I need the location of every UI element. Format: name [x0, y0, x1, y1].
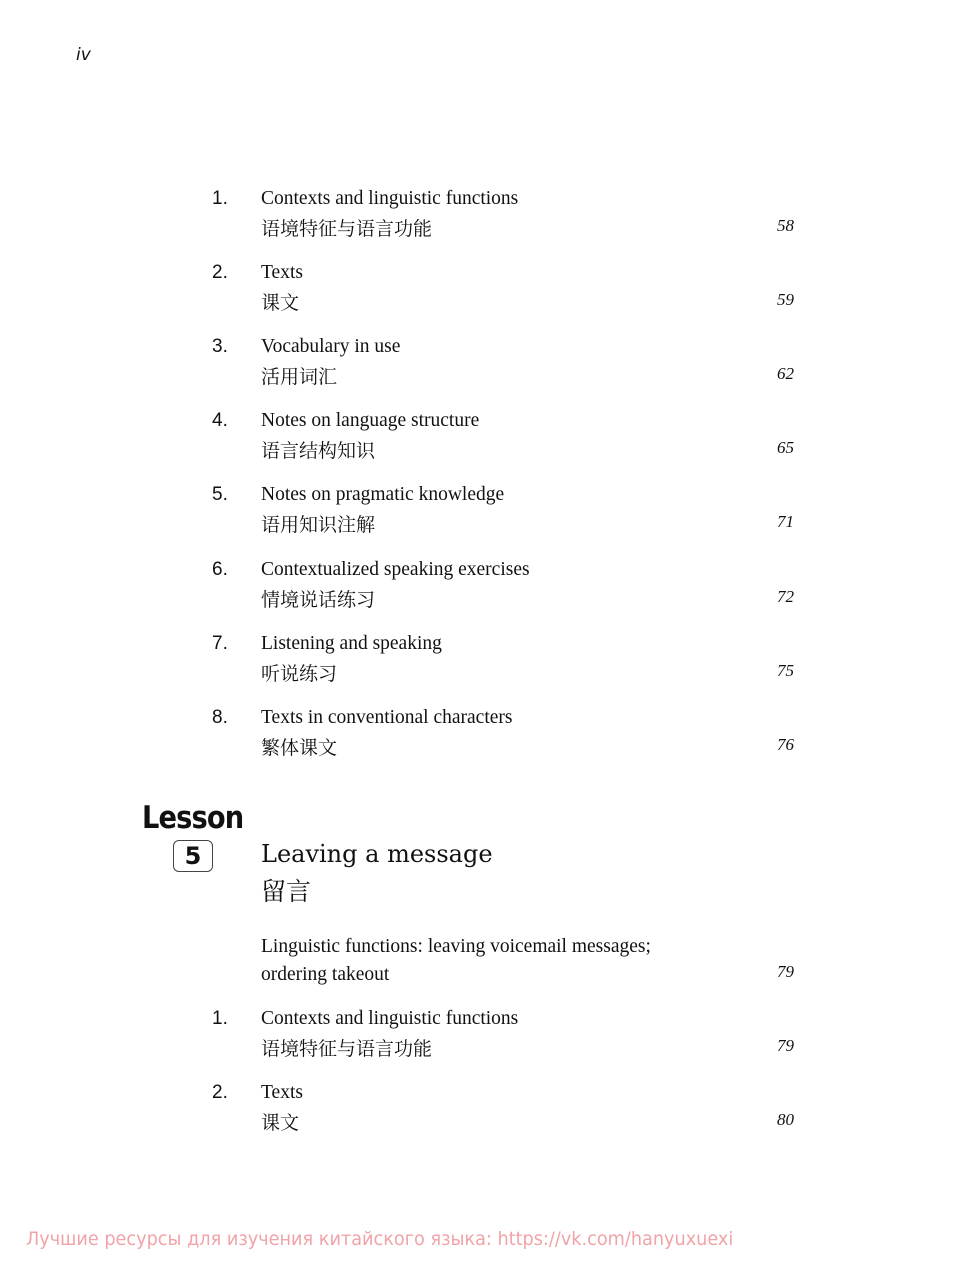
linguistic-functions[interactable]	[261, 933, 801, 989]
entry-page: 62	[777, 364, 794, 383]
entry-number: 1.	[212, 1008, 228, 1029]
entry-title-zh: 繁体课文	[261, 737, 338, 759]
entry-title-en: Notes on pragmatic knowledge	[261, 484, 505, 505]
toc-entry[interactable]	[0, 559, 960, 619]
entry-number: 1.	[212, 188, 228, 209]
entry-title-en: Vocabulary in use	[261, 336, 401, 357]
entry-title-en: Texts	[261, 1082, 303, 1103]
lesson-number-badge: 5	[173, 840, 213, 872]
lesson-title-zh: 留言	[261, 877, 312, 906]
entry-title-en: Contexts and linguistic functions	[261, 1008, 519, 1029]
entry-title-en: Texts	[261, 262, 303, 283]
entry-title-en: Notes on language structure	[261, 410, 480, 431]
entry-page: 65	[777, 438, 794, 457]
entry-page: 80	[777, 1110, 794, 1129]
entry-number: 3.	[212, 336, 228, 357]
entry-number: 7.	[212, 633, 228, 654]
entry-page: 79	[777, 1036, 794, 1055]
entry-page: 71	[777, 512, 794, 531]
entry-number: 6.	[212, 559, 228, 580]
entry-title-zh: 听说练习	[261, 663, 338, 685]
entry-number: 5.	[212, 484, 228, 505]
entry-number: 4.	[212, 410, 228, 431]
toc-entry[interactable]	[0, 484, 960, 544]
toc-entry[interactable]	[0, 1082, 960, 1142]
toc-entry[interactable]	[0, 188, 960, 248]
entry-title-en: Texts in conventional characters	[261, 707, 513, 728]
page-number: iv	[76, 45, 91, 65]
entry-title-zh: 语言结构知识	[261, 440, 376, 462]
toc-entry[interactable]	[0, 262, 960, 322]
entry-title-zh: 语境特征与语言功能	[261, 1038, 433, 1060]
functions-line-2: ordering takeout	[261, 964, 390, 985]
functions-line-1: Linguistic functions: leaving voicemail messages;	[261, 936, 651, 957]
entry-page: 75	[777, 661, 794, 680]
entry-page: 58	[777, 216, 794, 235]
entry-title-zh: 语用知识注解	[261, 514, 376, 536]
watermark-text: Лучшие ресурсы для изучения китайского языка: https://vk.com/hanyuxuexi	[26, 1228, 734, 1250]
functions-page: 79	[777, 962, 794, 981]
lesson-title-en[interactable]: Leaving a message	[261, 840, 493, 868]
entry-page: 59	[777, 290, 794, 309]
entry-title-zh: 语境特征与语言功能	[261, 218, 433, 240]
toc-entry[interactable]	[0, 410, 960, 470]
entry-title-en: Contextualized speaking exercises	[261, 559, 530, 580]
entry-page: 76	[777, 735, 794, 754]
entry-page: 72	[777, 587, 794, 606]
entry-title-zh: 情境说话练习	[261, 589, 376, 611]
entry-title-en: Listening and speaking	[261, 633, 442, 654]
entry-title-zh: 课文	[261, 292, 300, 314]
toc-entry[interactable]	[0, 336, 960, 396]
entry-title-en: Contexts and linguistic functions	[261, 188, 519, 209]
entry-number: 2.	[212, 262, 228, 283]
toc-entry[interactable]	[0, 1008, 960, 1068]
entry-title-zh: 课文	[261, 1112, 300, 1134]
lesson-label: Lesson	[142, 800, 244, 836]
entry-number: 8.	[212, 707, 228, 728]
toc-entry[interactable]	[0, 633, 960, 693]
entry-title-zh: 活用词汇	[261, 366, 338, 388]
entry-number: 2.	[212, 1082, 228, 1103]
toc-entry[interactable]	[0, 707, 960, 767]
